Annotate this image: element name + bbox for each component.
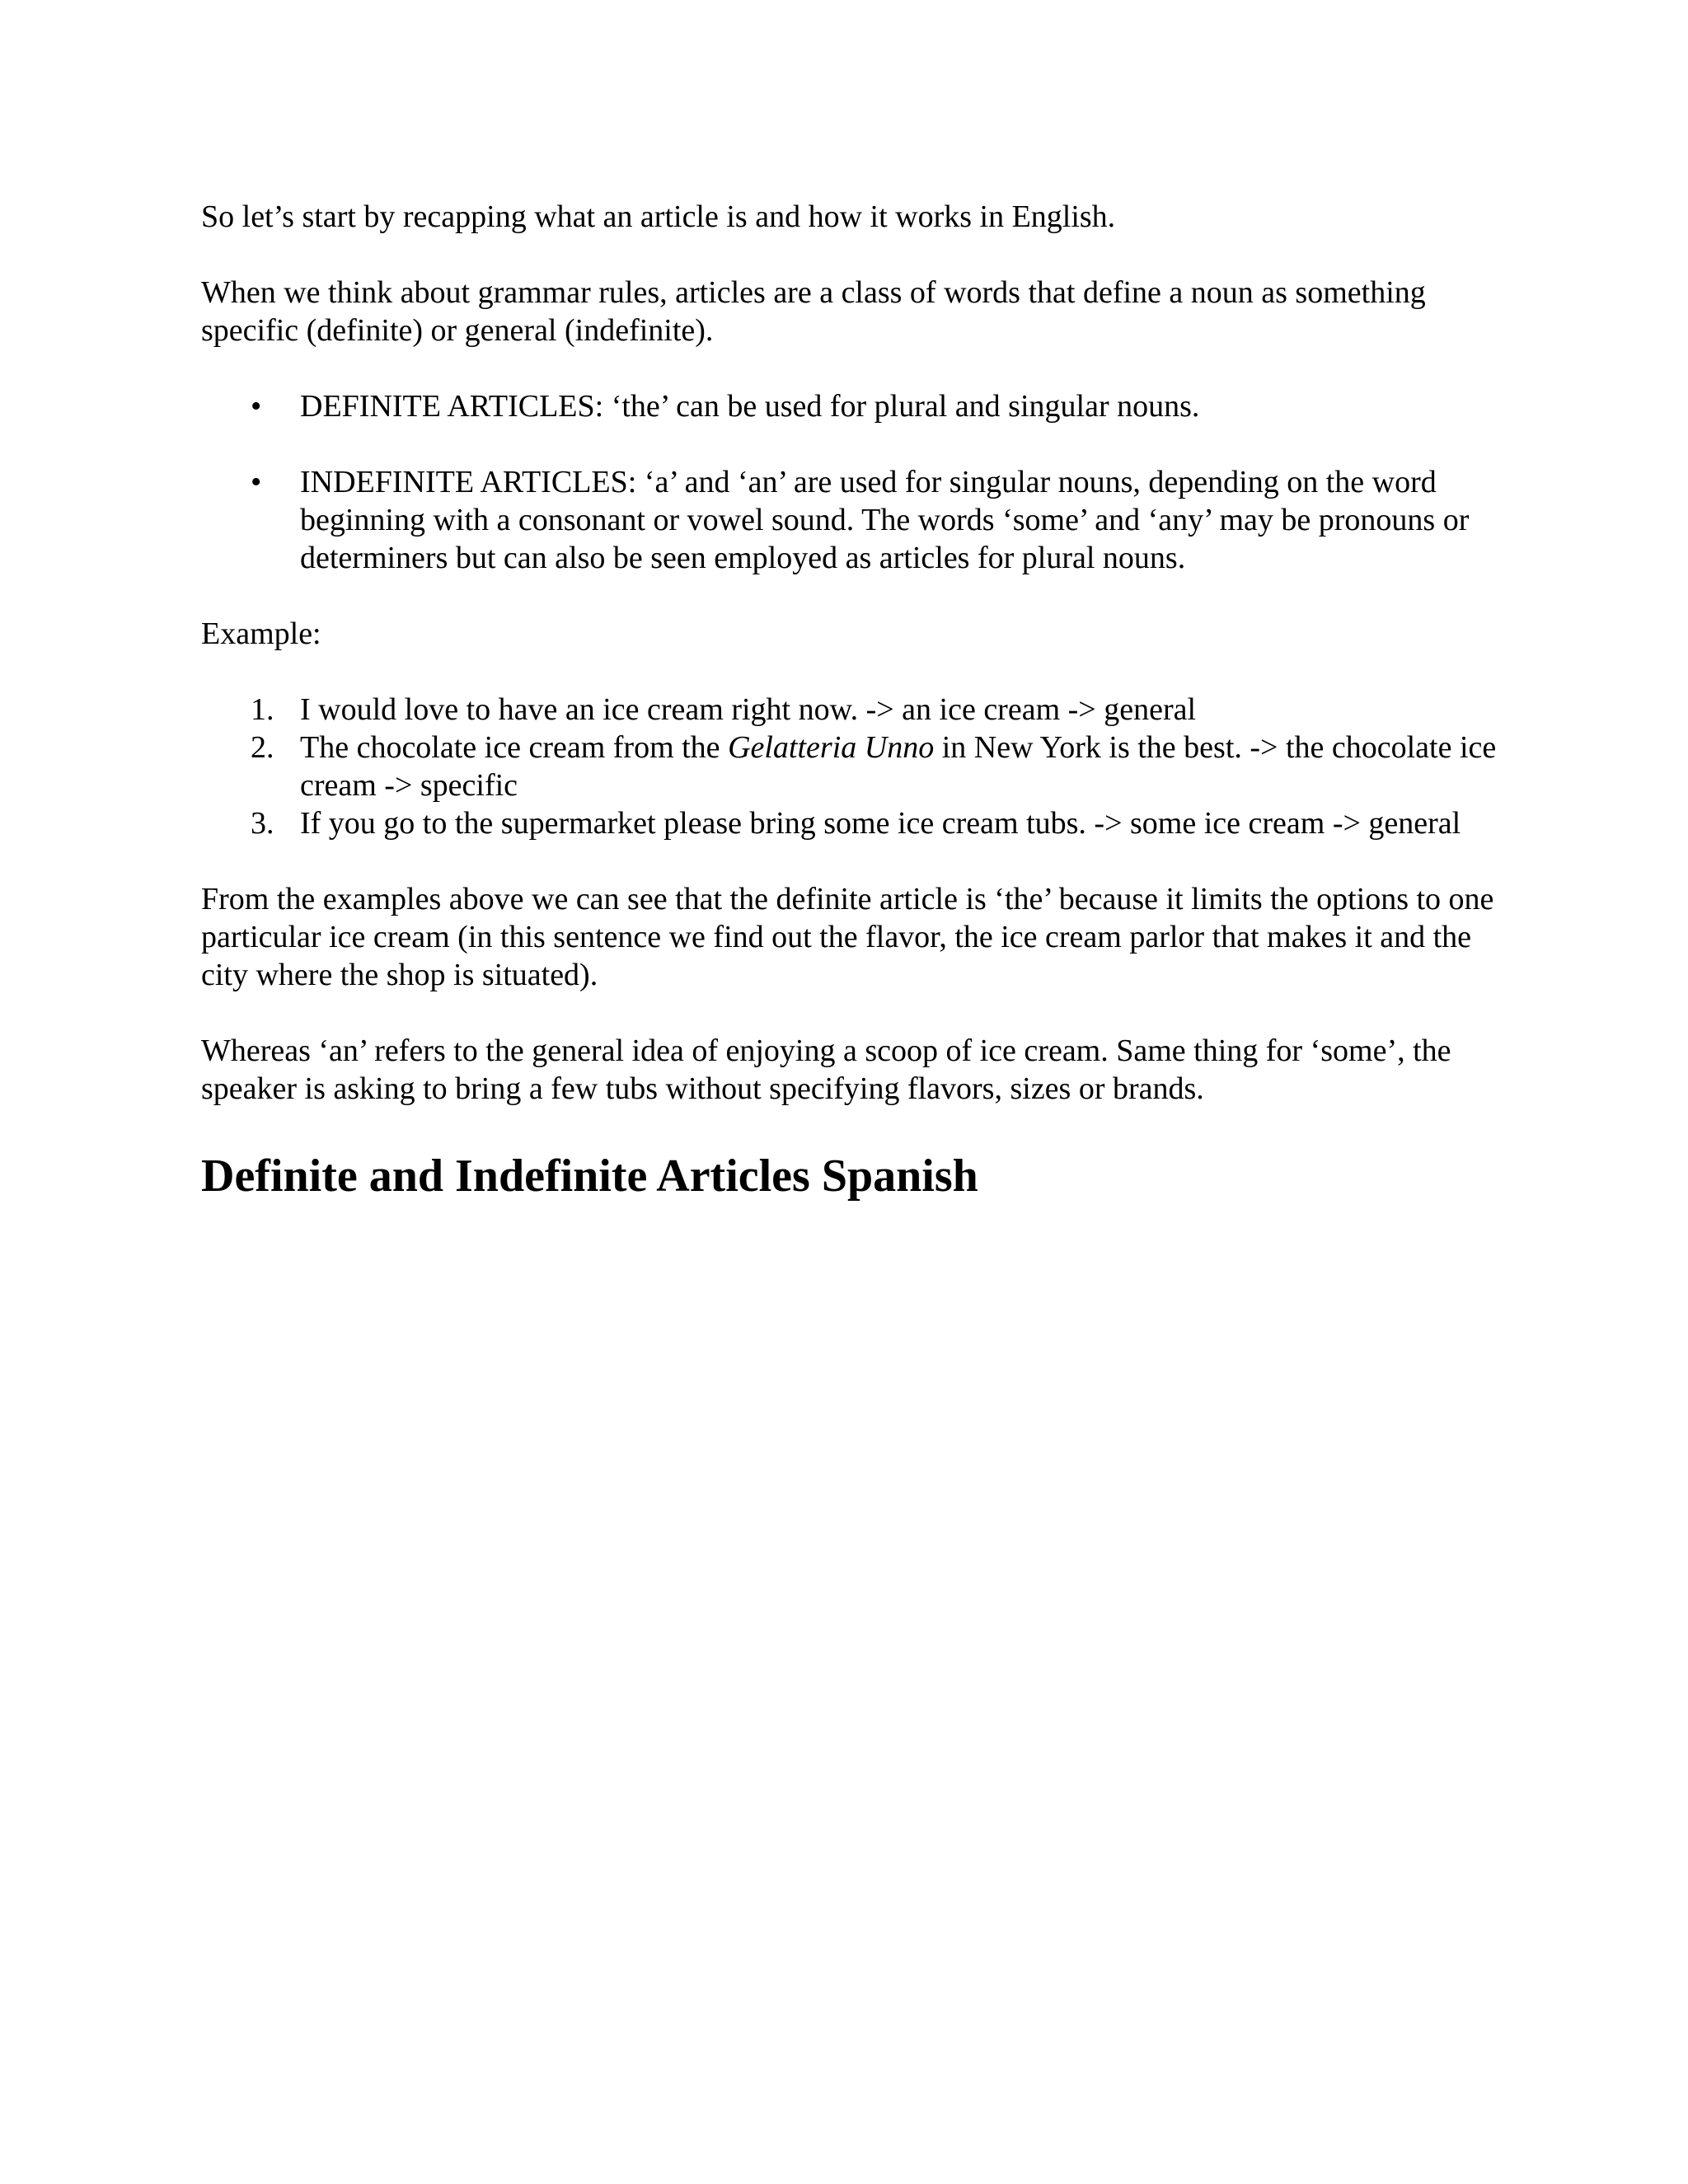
intro-paragraph: So let’s start by recapping what an article is and how it works in English. bbox=[201, 199, 1116, 234]
list-item-text: DEFINITE ARTICLES: ‘the’ can be used for plural and singular nouns. bbox=[300, 389, 1200, 424]
example-text: I would love to have an ice cream right now. -> an ice cream -> general bbox=[300, 692, 1197, 727]
example-text: If you go to the supermarket please bring some ice cream tubs. -> some ice cream -> general bbox=[300, 806, 1461, 841]
examples-list bbox=[201, 691, 1503, 842]
example-number: 3. bbox=[251, 806, 274, 841]
example-item-1 bbox=[201, 691, 1503, 729]
list-item-text: INDEFINITE ARTICLES: ‘a’ and ‘an’ are used for singular nouns, depending on the word beginning with a consonant or vowel sound. The words ‘some’ and ‘any’ may be pronouns or determiners but can also be seen employed as articles for plural nouns. bbox=[300, 465, 1470, 575]
example-item-3 bbox=[201, 804, 1503, 842]
definition-paragraph: When we think about grammar rules, articles are a class of words that define a noun as something specific (definite) or general (indefinite). bbox=[201, 275, 1426, 348]
example-text-after: in New York is the best. -> the chocolate ice cream -> specific bbox=[300, 730, 1497, 803]
list-item-definite bbox=[201, 387, 1503, 425]
document-body bbox=[201, 198, 1503, 1203]
example-label: Example: bbox=[201, 616, 321, 651]
example-number: 1. bbox=[251, 692, 274, 727]
section-heading: Definite and Indefinite Articles Spanish bbox=[201, 1151, 978, 1202]
example-number: 2. bbox=[251, 730, 274, 765]
bullet-marker: • bbox=[251, 389, 262, 424]
bullet-marker: • bbox=[251, 465, 262, 499]
list-item-indefinite bbox=[201, 463, 1503, 577]
explanation-paragraph-2: Whereas ‘an’ refers to the general idea of enjoying a scoop of ice cream. Same thing for ‘some’, the speaker is asking to bring a few tubs without specifying flavors, sizes or brands. bbox=[201, 1033, 1451, 1106]
explanation-paragraph-1: From the examples above we can see that the definite article is ‘the’ because it limits the options to one particular ice cream (in this sentence we find out the flavor, the ice cream parlor that makes it and the city where the shop is situated). bbox=[201, 882, 1494, 992]
example-item-2 bbox=[201, 729, 1503, 804]
example-text-before: The chocolate ice cream from the bbox=[300, 730, 729, 765]
article-types-list bbox=[201, 387, 1503, 577]
example-text-italic: Gelatteria Unno bbox=[728, 730, 935, 765]
